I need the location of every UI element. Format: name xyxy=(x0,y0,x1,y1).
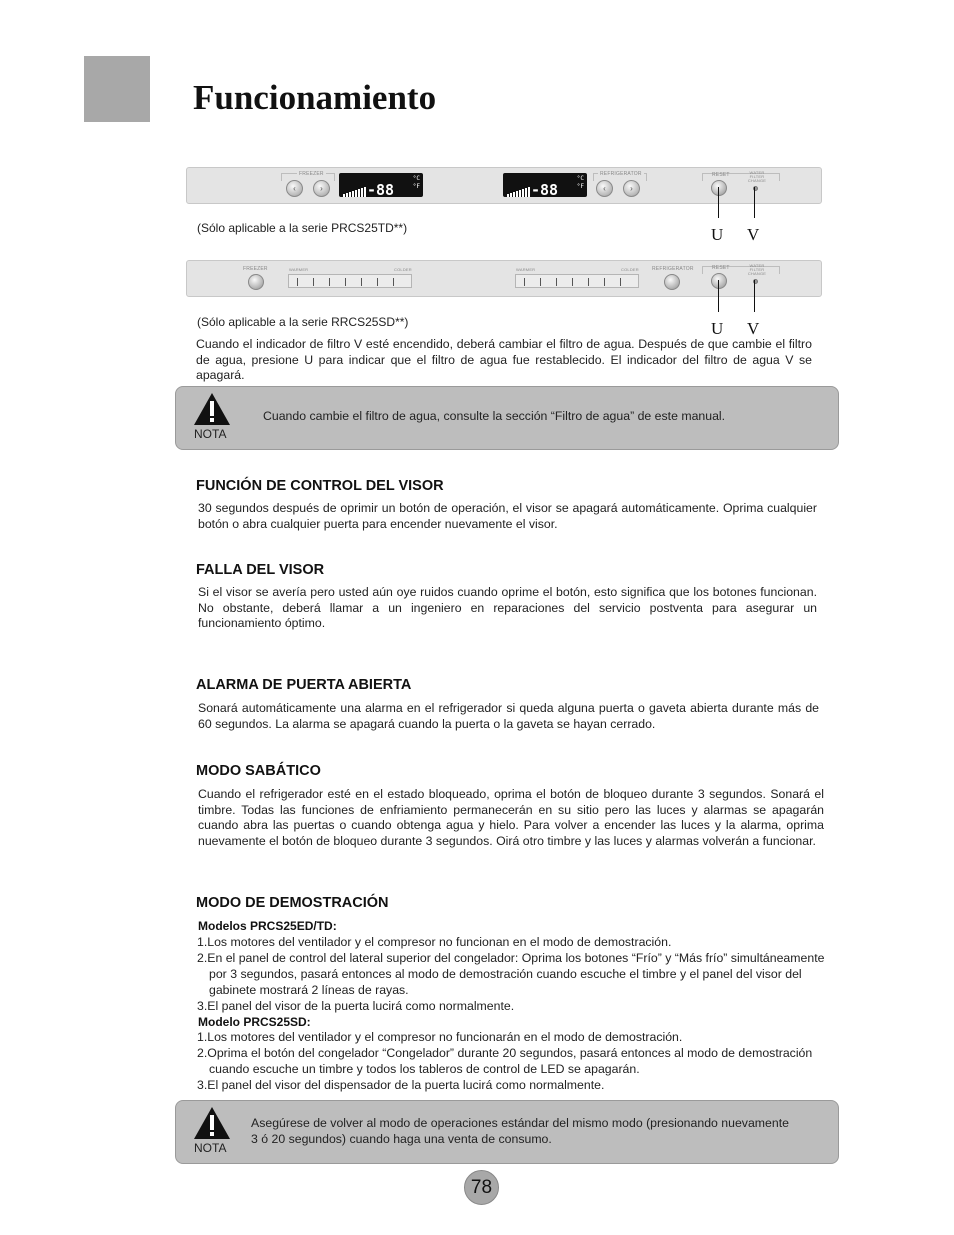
refrigerator-display: -88 °C °F xyxy=(503,173,587,197)
section-heading: ALARMA DE PUERTA ABIERTA xyxy=(196,677,412,693)
reset-label: RESET xyxy=(712,172,730,178)
section-body: 30 segundos después de oprimir un botón de operación, el visor se apagará automáticamente. Oprima cualquier botón o abra cualquier puerta para encender nuevamente el visor. xyxy=(198,501,817,531)
freezer-display: -88 °C °F xyxy=(339,173,423,197)
section-heading: FUNCIÓN DE CONTROL DEL VISOR xyxy=(196,478,444,494)
freezer-button[interactable] xyxy=(248,274,264,290)
callout-u: U xyxy=(711,319,724,338)
models-title: Modelo PRCS25SD: xyxy=(198,1015,311,1029)
freezer-label: FREEZER xyxy=(243,266,268,272)
refrigerator-button[interactable] xyxy=(664,274,680,290)
note-text-line1: Asegúrese de volver al modo de operaciones estándar del mismo modo (presionando nuevamente xyxy=(251,1116,789,1130)
callout-v: V xyxy=(747,225,760,244)
note-box xyxy=(175,386,839,450)
warning-icon xyxy=(192,1105,232,1141)
note-label: NOTA xyxy=(194,1141,227,1155)
control-panel-td xyxy=(186,167,822,204)
caption-sd: (Sólo aplicable a la serie RRCS25SD**) xyxy=(197,315,409,329)
section-body: Sonará automáticamente una alarma en el refrigerador si queda alguna puerta o gaveta abierta durante más de 60 segundos. La alarma se apagará cuando la puerta o la gaveta se hayan cerrado. xyxy=(198,701,819,731)
list-item: por 3 segundos, pasará entonces al modo de demostración cuando escuche el timbre y el panel del visor del xyxy=(209,967,802,981)
list-item: 1.Los motores del ventilador y el compresor no funcionarán en el modo de demostración. xyxy=(197,1030,683,1044)
intro-paragraph: Cuando el indicador de filtro V esté encendido, deberá cambiar el filtro de agua. Después de que cambie el filtro de agua, presione U para indicar que el filtro de agua fue restablecido. El indicador del filtro de agua V se apagará. xyxy=(196,337,812,383)
list-item: 3.El panel del visor de la puerta lucirá como normalmente. xyxy=(197,999,515,1013)
signal-bars-icon xyxy=(343,173,367,197)
signal-bars-icon xyxy=(507,173,531,197)
warning-icon xyxy=(192,391,232,427)
page-number: 78 xyxy=(464,1170,499,1205)
section-heading: FALLA DEL VISOR xyxy=(196,562,325,578)
callout-v: V xyxy=(747,319,760,338)
caption-td: (Sólo aplicable a la serie PRCS25TD**) xyxy=(197,221,408,235)
note-text: Cuando cambie el filtro de agua, consulte la sección “Filtro de agua” de este manual. xyxy=(263,409,726,423)
note-box xyxy=(175,1100,839,1164)
refrigerator-label: REFRIGERATOR xyxy=(652,266,694,272)
list-item: 2.En el panel de control del lateral superior del congelador: Oprima los botones “Frío” y “Más frío” simultáneamente xyxy=(197,951,825,965)
freezer-down-button[interactable]: ‹ xyxy=(286,180,303,197)
refrigerator-label: REFRIGERATOR xyxy=(600,171,642,177)
refrigerator-temperature-scale xyxy=(515,274,639,288)
freezer-label: FREEZER xyxy=(299,171,324,177)
section-body: Cuando el refrigerador esté en el estado bloqueado, oprima el botón de bloqueo durante 3 segundos. Sonará el timbre. Todas las funciones de enfriamiento permanecerán en su sitio pero las luces y alarmas se apagarán cuando abra las puertas o cuando obtenga agua y hielo. Para volver a encender las luces y la alarma, oprima nuevamente el botón de bloqueo durante 3 segundos. Oirá otro timbre y las luces y alarmas volverán a funcionar. xyxy=(198,787,824,848)
section-heading: MODO DE DEMOSTRACIÓN xyxy=(196,895,389,911)
freezer-up-button[interactable]: › xyxy=(313,180,330,197)
page-title: Funcionamiento xyxy=(193,78,437,117)
models-title: Modelos PRCS25ED/TD: xyxy=(198,919,337,933)
freezer-display-value: -88 xyxy=(367,181,395,199)
note-label: NOTA xyxy=(194,427,227,441)
section-body: Si el visor se avería pero usted aún oye ruidos cuando oprime el botón, esto significa que los botones funcionan. No obstante, deberá llamar a un ingeniero en reparaciones del servicio postventa para asegurar un funcionamiento óptimo. xyxy=(198,585,817,631)
callout-u: U xyxy=(711,225,724,244)
list-item: 1.Los motores del ventilador y el compresor no funcionan en el modo de demostración. xyxy=(197,935,672,949)
list-item: 2.Oprima el botón del congelador “Congelador” durante 20 segundos, pasará entonces al modo de demostración xyxy=(197,1046,813,1060)
refrigerator-down-button[interactable]: ‹ xyxy=(596,180,613,197)
reset-button[interactable] xyxy=(711,180,727,196)
filter-label: WATER FILTER CHANGE xyxy=(747,263,767,276)
list-item: cuando escuche un timbre y todos los tableros de control de LED se apagarán. xyxy=(209,1062,640,1076)
filter-label: WATER FILTER CHANGE xyxy=(747,170,767,183)
list-item: 3.El panel del visor del dispensador de la puerta lucirá como normalmente. xyxy=(197,1078,605,1092)
reset-label: RESET xyxy=(712,265,730,271)
corner-block xyxy=(84,56,150,122)
freezer-temperature-scale xyxy=(288,274,412,288)
list-item: gabinete mostrará 2 líneas de rayas. xyxy=(209,983,409,997)
refrigerator-up-button[interactable]: › xyxy=(623,180,640,197)
control-panel-sd: FREEZER WARMER COLDER WARMER COLDER REFRIGERATOR RESET WATER FILTER CHANGE xyxy=(186,260,822,297)
section-heading: MODO SABÁTICO xyxy=(196,763,321,779)
reset-button[interactable] xyxy=(711,273,727,289)
note-text-line2: 3 ó 20 segundos) cuando haga una venta de consumo. xyxy=(251,1132,552,1146)
refrigerator-display-value: -88 xyxy=(531,181,559,199)
